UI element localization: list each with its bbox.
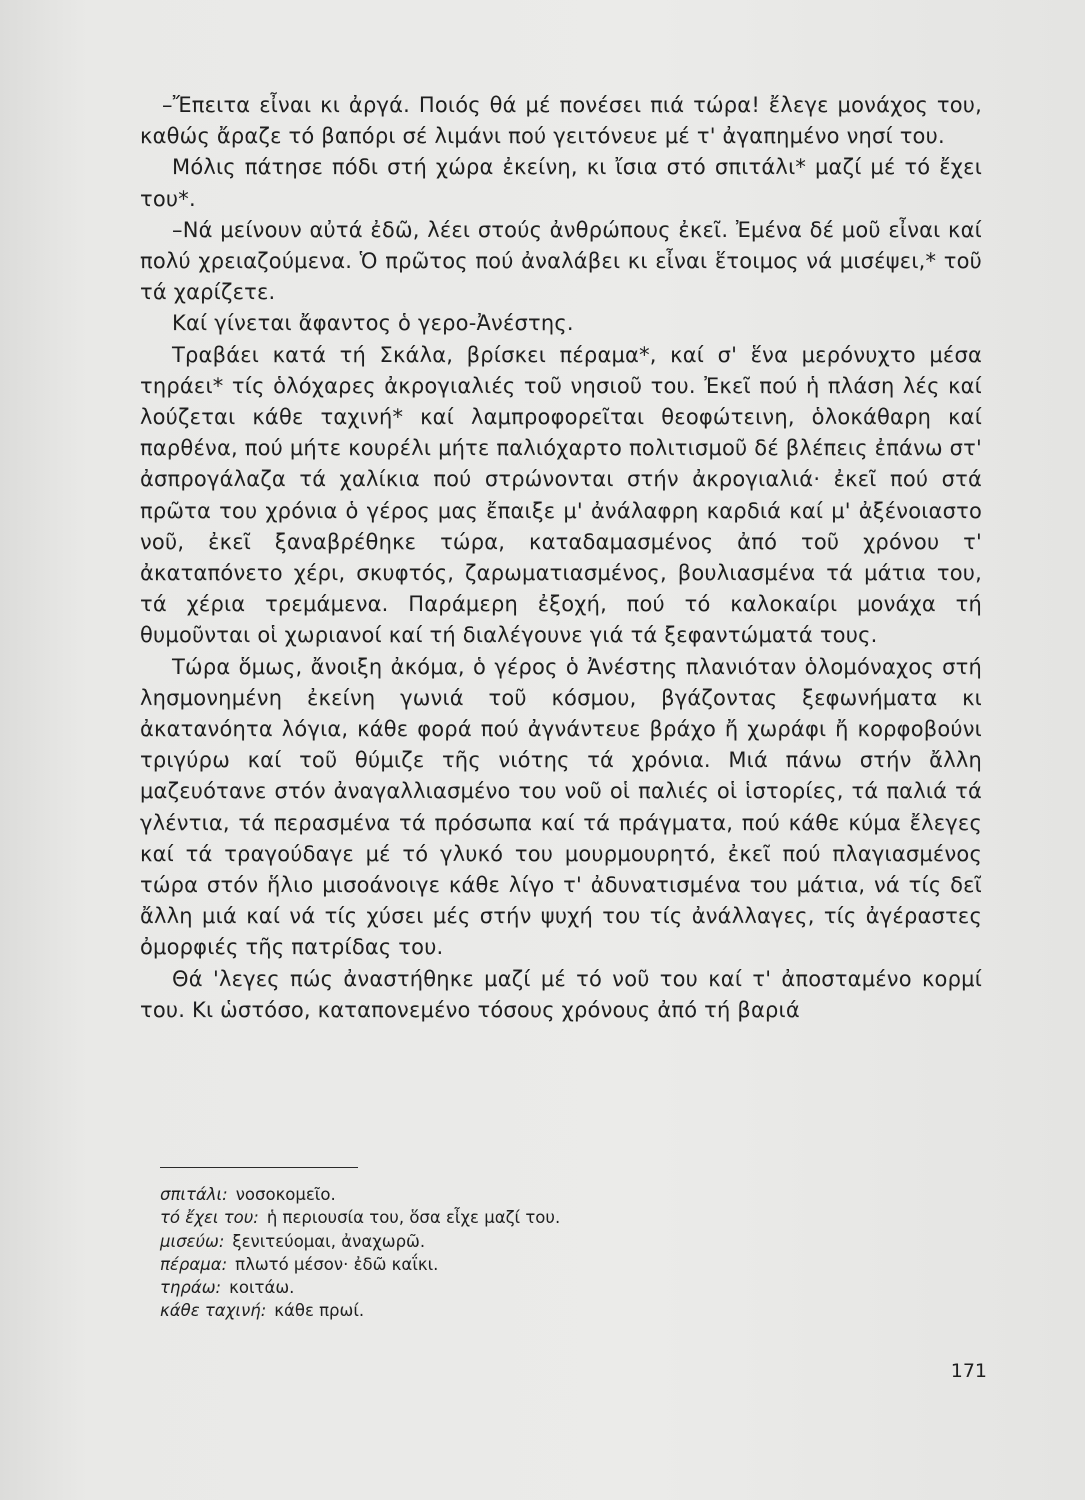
footnote-definition: ξενιτεύομαι, ἀναχωρῶ. bbox=[232, 1231, 426, 1251]
footnote bbox=[160, 1276, 920, 1299]
footnote bbox=[160, 1183, 920, 1206]
footnote bbox=[160, 1230, 920, 1253]
footnotes bbox=[160, 1183, 920, 1323]
footnote-definition: κάθε πρωί. bbox=[274, 1301, 365, 1321]
paragraph: Τραβάει κατά τή Σκάλα, βρίσκει πέραμα*, καί σ' ἕνα μερόνυχτο μέσα τηράει* τίς ὁλόχαρες ἀκρογιαλιές τοῦ νησιοῦ του. Ἐκεῖ πού ἡ πλάση λές καί λούζεται κάθε ταχινή* καί λαμπροφορεῖται θεοφώτεινη, ὁλοκάθαρη καί παρθένα, πού μήτε κουρέλι μήτε παλιόχαρτο πολιτισμοῦ δέ βλέπεις ἐπάνω στ' ἀσπρογάλαζα τά χαλίκια πού στρώνονται στήν ἀκρογιαλιά· ἐκεῖ πού στά πρῶτα του χρόνια ὁ γέρος μας ἔπαιξε μ' ἀνάλαφρη καρδιά καί μ' ἀξένοιαστο νοῦ, ἐκεῖ ξαναβρέθηκε τώρα, καταδαμασμένος ἀπό τοῦ χρόνου τ' ἀκαταπόνετο χέρι, σκυφτός, ζαρωματιασμένος, βουλιασμένα τά μάτια του, τά χέρια τρεμάμενα. Παράμερη ἐξοχή, πού τό καλοκαίρι μονάχα τή θυμοῦνται οἱ χωριανοί καί τή διαλέγουνε γιά τά ξεφαντώματά τους. bbox=[140, 342, 982, 648]
paragraph: –Ἔπειτα εἶναι κι ἀργά. Ποιός θά μέ πονέσει πιά τώρα! ἔλεγε μονάχος του, καθώς ἄραζε τό βαπόρι σέ λιμάνι πού γειτόνευε μέ τ' ἀγαπημένο νησί του. bbox=[140, 93, 982, 149]
footnote-separator bbox=[160, 1167, 358, 1168]
footnote-term: κάθε ταχινή: bbox=[160, 1301, 267, 1321]
footnote-definition: πλωτό μέσον· ἐδῶ καΐκι. bbox=[235, 1254, 439, 1274]
footnote-term: τηράω: bbox=[160, 1278, 222, 1298]
footnote-term: πέραμα: bbox=[160, 1254, 228, 1274]
paragraph: Θά 'λεγες πώς ἀναστήθηκε μαζί μέ τό νοῦ του καί τ' ἀποσταμένο κορμί του. Κι ὡστόσο, καταπονεμένο τόσους χρόνους ἀπό τή βαριά bbox=[140, 966, 982, 1022]
footnote bbox=[160, 1206, 920, 1229]
footnote-definition: κοιτάω. bbox=[229, 1278, 295, 1298]
footnote bbox=[160, 1299, 920, 1322]
footnote-term: μισεύω: bbox=[160, 1231, 225, 1251]
paragraph: Καί γίνεται ἄφαντος ὁ γερο-Ἀνέστης. bbox=[172, 311, 574, 336]
footnote-term: τό ἔχει του: bbox=[160, 1208, 259, 1228]
paragraph: Μόλις πάτησε πόδι στή χώρα ἐκείνη, κι ἴσια στό σπιτάλι* μαζί μέ τό ἔχει του*. bbox=[140, 155, 982, 211]
footnote-definition: νοσοκομεῖο. bbox=[235, 1185, 336, 1204]
paragraph: Τώρα ὅμως, ἄνοιξη ἀκόμα, ὁ γέρος ὁ Ἀνέστης πλανιόταν ὁλομόναχος στή λησμονημένη ἐκείνη γωνιά τοῦ κόσμου, βγάζοντας ξεφωνήματα κι ἀκατανόητα λόγια, κάθε φορά πού ἀγνάντευε βράχο ἤ χωράφι ἤ κορφοβούνι τριγύρω καί τοῦ θύμιζε τῆς νιότης τά χρόνια. Μιά πάνω στήν ἄλλη μαζευότανε στόν ἀναγαλλιασμένο του νοῦ οἱ παλιές οἱ ἱστορίες, τά παλιά τά γλέντια, τά περασμένα τά πρόσωπα καί τά πράγματα, πού κάθε κύμα ἔλεγες καί τά τραγούδαγε μέ τό γλυκό του μουρμουρητό, ἐκεῖ πού πλαγιασμένος τώρα στόν ἥλιο μισοάνοιγε κάθε λίγο τ' ἀδυνατισμένα του μάτια, νά τίς δεῖ ἄλλη μιά καί νά τίς χύσει μές στήν ψυχή του τίς ἀνάλλαγες, τίς ἀγέραστες ὀμορφιές τῆς πατρίδας του. bbox=[140, 654, 982, 960]
footnote-definition: ἡ περιουσία του, ὅσα εἶχε μαζί του. bbox=[266, 1208, 561, 1228]
footnote bbox=[160, 1253, 920, 1276]
page-number: 171 bbox=[950, 1360, 987, 1382]
footnote-term: σπιτάλι: bbox=[160, 1185, 228, 1204]
paragraph: –Νά μείνουν αὐτά ἐδῶ, λέει στούς ἀνθρώπους ἐκεῖ. Ἐμένα δέ μοῦ εἶναι καί πολύ χρειαζούμενα. Ὁ πρῶτος πού ἀναλάβει κι εἶναι ἕτοιμος νά μισέψει,* τοῦ τά χαρίζετε. bbox=[140, 217, 982, 305]
body-text bbox=[140, 90, 982, 1026]
